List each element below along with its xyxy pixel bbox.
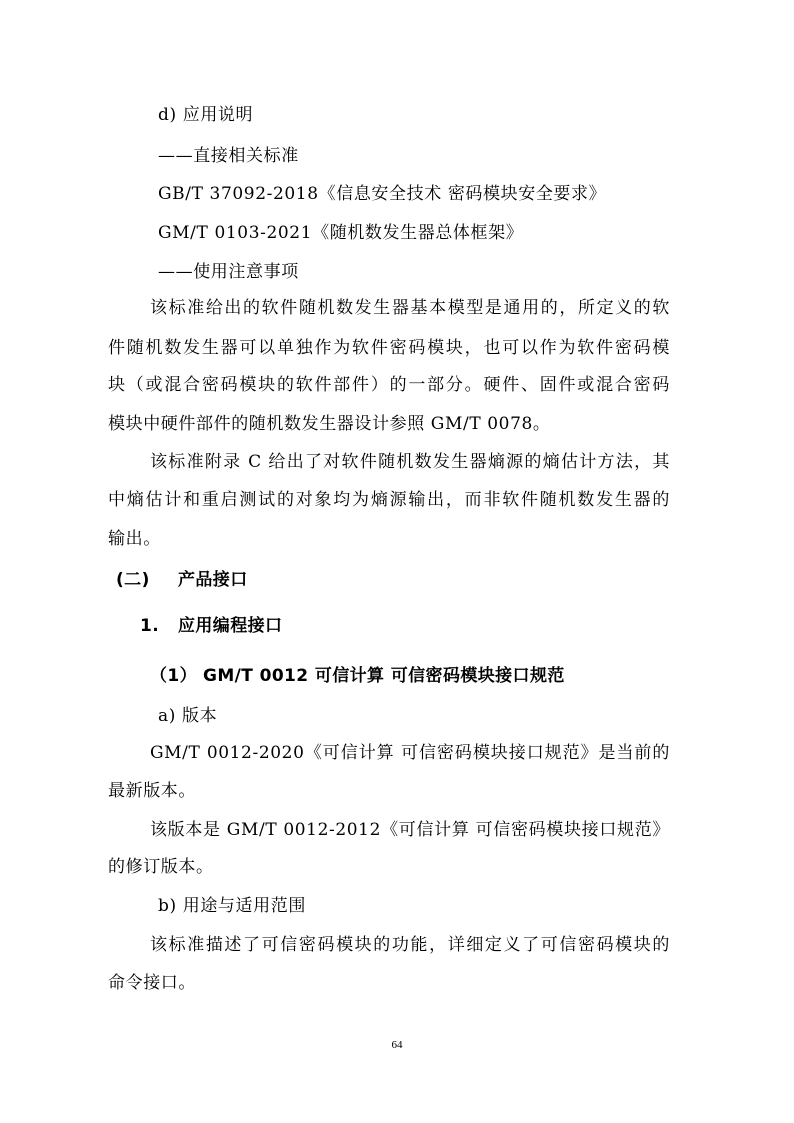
- page-number: 64: [391, 1039, 403, 1051]
- paragraph-line: 该标准描述了可信密码模块的功能，详细定义了可信密码模块的: [150, 935, 670, 955]
- section-number: (二): [116, 570, 150, 590]
- paragraph-line: 该标准给出的软件随机数发生器基本模型是通用的，所定义的软: [150, 298, 670, 318]
- paragraph-line: 的修订版本。: [108, 857, 214, 877]
- paragraph-line: 模块中硬件部件的随机数发生器设计参照 GM/T 0078。: [108, 414, 551, 434]
- paragraph-line: 该版本是 GM/T 0012-2012《可信计算 可信密码模块接口规范》: [150, 820, 670, 840]
- paragraph-line: 最新版本。: [108, 781, 196, 801]
- paragraph-line: 命令接口。: [108, 973, 196, 993]
- item-number: （1）: [150, 666, 198, 686]
- subsection-number: 1.: [140, 616, 160, 636]
- related-standards-label: ——直接相关标准: [158, 146, 299, 166]
- item-title: GM/T 0012 可信计算 可信密码模块接口规范: [203, 666, 565, 686]
- subsection-title-a: a) 版本: [158, 706, 218, 726]
- usage-notes-label: ——使用注意事项: [158, 262, 299, 282]
- standard-reference-gmt0103: GM/T 0103-2021《随机数发生器总体框架》: [158, 223, 524, 243]
- paragraph-line: 中熵估计和重启测试的对象均为熵源输出，而非软件随机数发生器的: [108, 490, 670, 510]
- paragraph-line: GM/T 0012-2020《可信计算 可信密码模块接口规范》是当前的: [150, 743, 670, 763]
- subsection-title-d: d) 应用说明: [158, 105, 254, 125]
- section-title: 产品接口: [178, 570, 248, 590]
- subsection-title-b: b) 用途与适用范围: [158, 896, 306, 916]
- paragraph-line: 块（或混合密码模块的软件部件）的一部分。硬件、固件或混合密码: [108, 375, 670, 395]
- subsection-title: 应用编程接口: [178, 616, 283, 636]
- paragraph-line: 件随机数发生器可以单独作为软件密码模块，也可以作为软件密码模: [108, 338, 670, 358]
- paragraph-line: 输出。: [108, 529, 161, 549]
- paragraph-line: 该标准附录 C 给出了对软件随机数发生器熵源的熵估计方法，其: [150, 452, 670, 472]
- standard-reference-gbt37092: GB/T 37092-2018《信息安全技术 密码模块安全要求》: [158, 184, 607, 204]
